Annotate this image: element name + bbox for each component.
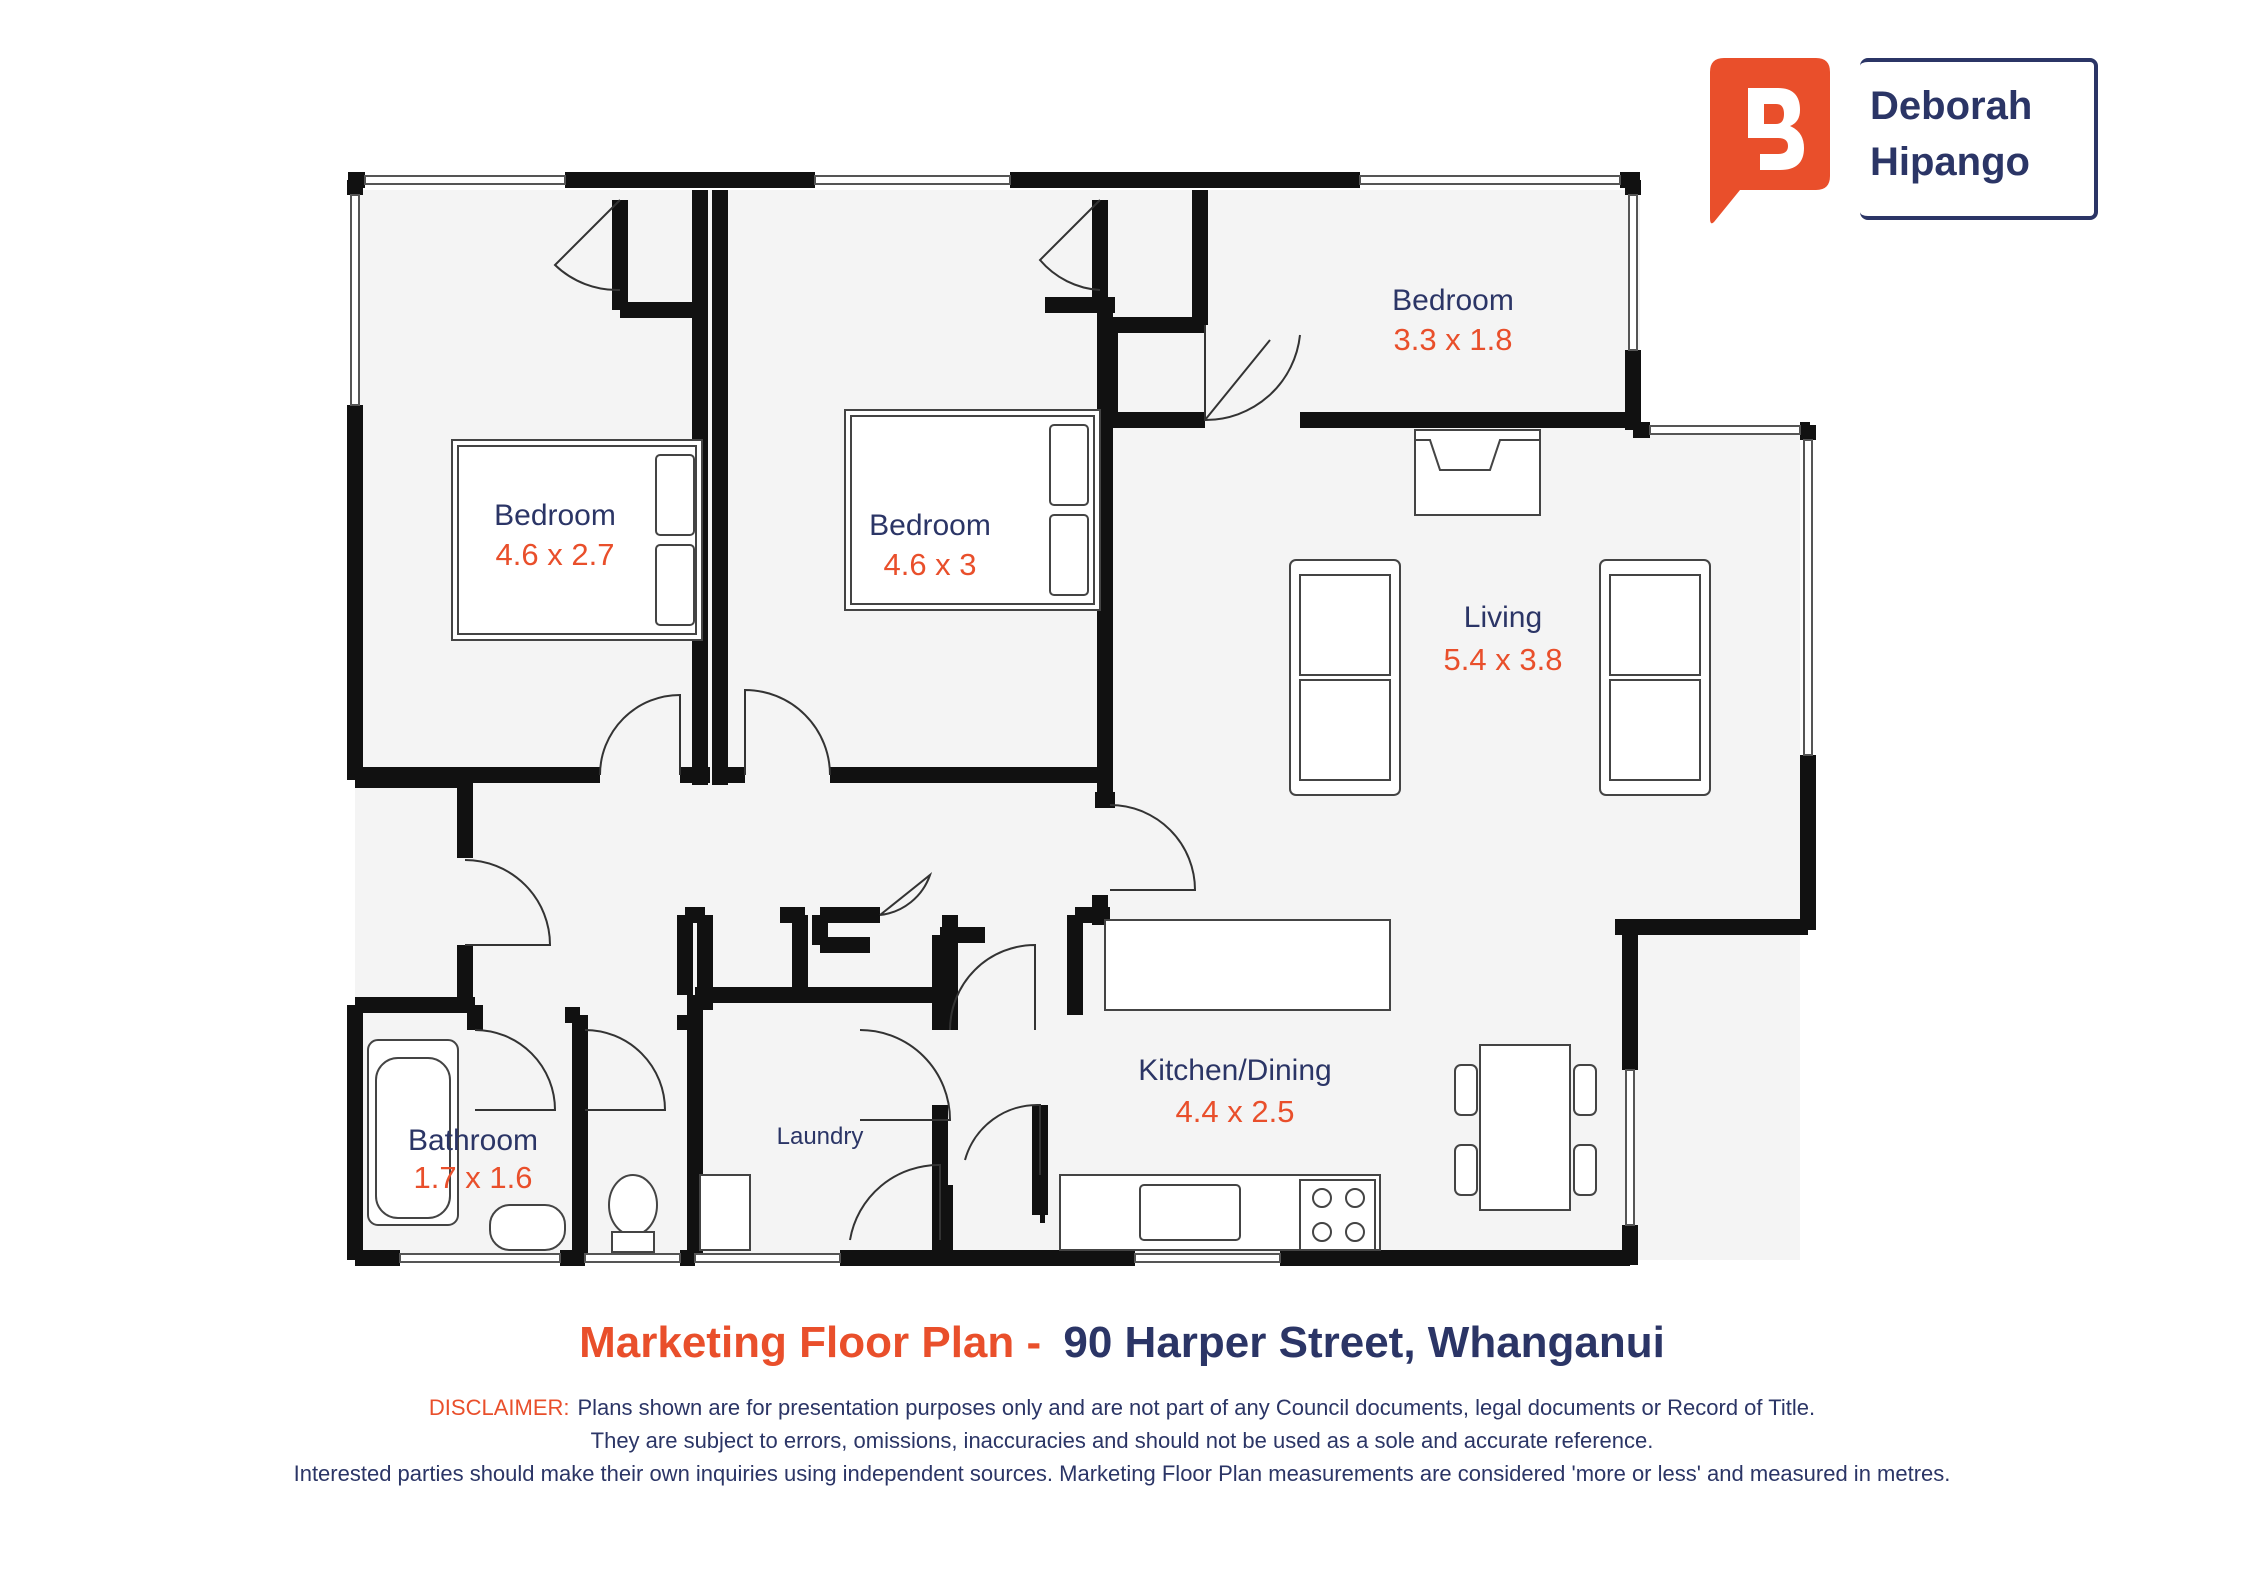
bedroom-3-dim: 3.3 x 1.8: [1393, 322, 1513, 357]
bedroom-2-name: Bedroom: [869, 509, 991, 542]
brand-name-line1: Deborah: [1870, 84, 2033, 128]
title-prefix: Marketing Floor Plan -: [579, 1318, 1042, 1367]
bedroom-3-name: Bedroom: [1392, 284, 1514, 317]
living-dim: 5.4 x 3.8: [1443, 642, 1563, 677]
laundry-tub: [700, 1175, 750, 1250]
vanity: [490, 1205, 565, 1250]
sofa-right: [1600, 560, 1710, 795]
brand-name-line2: Hipango: [1870, 140, 2030, 184]
dining-table: [1480, 1045, 1570, 1210]
toilet: [609, 1175, 657, 1235]
kitchen-name: Kitchen/Dining: [1138, 1054, 1332, 1087]
bathroom-name: Bathroom: [407, 1124, 539, 1157]
bathroom-dim: 1.7 x 1.6: [413, 1160, 533, 1195]
title-address: 90 Harper Street, Whanganui: [1063, 1318, 1665, 1367]
disclaimer-line-3: Interested parties should make their own inquiries using independent sources. Marketing Floor Plan measurements are considered 'more or less' and measured in metres.: [293, 1461, 1951, 1486]
sofa-left: [1290, 560, 1400, 795]
disclaimer-line-1: [0, 1395, 2244, 1421]
disclaimer-label: DISCLAIMER:: [428, 1395, 570, 1420]
disclaimer-text-1: Plans shown are for presentation purposes only and are not part of any Council documents, legal documents or Record of Title.: [577, 1395, 1816, 1420]
kitchen-sink: [1140, 1185, 1240, 1240]
bedroom-1-name: Bedroom: [494, 499, 616, 532]
laundry-name: Laundry: [776, 1123, 864, 1150]
disclaimer-line-2: They are subject to errors, omissions, inaccuracies and should not be used as a sole and accurate reference.: [590, 1428, 1654, 1453]
bedroom-2-dim: 4.6 x 3: [883, 547, 977, 582]
hob: [1300, 1180, 1375, 1250]
living-name: Living: [1463, 601, 1543, 634]
kitchen-island: [1105, 920, 1390, 1010]
kitchen-dim: 4.4 x 2.5: [1175, 1094, 1295, 1129]
fireplace: [1415, 430, 1540, 515]
bedroom-1-dim: 4.6 x 2.7: [495, 537, 615, 572]
page-title: [0, 1318, 2244, 1368]
